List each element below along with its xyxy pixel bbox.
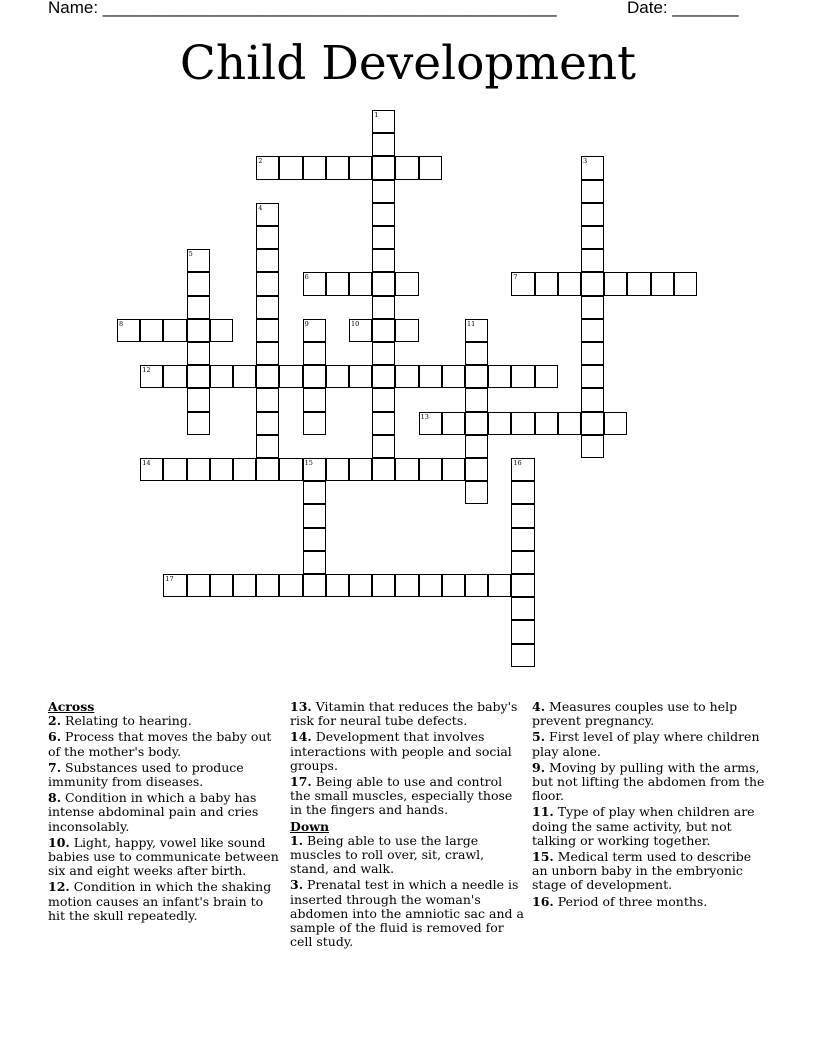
grid-cell[interactable] [326,574,349,597]
clue-down-4: 4. Measures couples use to help prevent pregnancy. [532,699,738,729]
grid-cell[interactable] [163,365,186,388]
grid-cell[interactable] [349,319,372,342]
grid-cell[interactable] [372,574,395,597]
grid-cell[interactable] [256,319,279,342]
grid-cell[interactable] [419,156,442,179]
grid-cell[interactable] [187,388,210,411]
grid-cell[interactable] [372,133,395,156]
grid-cell[interactable] [372,272,395,295]
grid-cell[interactable] [372,110,395,133]
grid-cell[interactable] [442,574,465,597]
grid-cell[interactable] [465,342,488,365]
grid-cell[interactable] [511,458,534,481]
grid-cell[interactable] [256,365,279,388]
grid-cell[interactable] [581,412,604,435]
grid-cell[interactable] [511,481,534,504]
grid-cell[interactable] [303,504,326,527]
grid-cell[interactable] [303,574,326,597]
grid-cell[interactable] [256,296,279,319]
cell-number: 9 [304,319,309,328]
grid-cell[interactable] [488,412,511,435]
grid-cell[interactable] [256,458,279,481]
grid-cell[interactable] [349,156,372,179]
clue-down-1: 1. Being able to use the large muscles to roll over, sit, crawl, stand, and walk. [290,832,485,877]
grid-cell[interactable] [303,458,326,481]
clue-across-12: 12. Condition in which the shaking motion causes an infant's brain to hit the skull repeatedly. [48,879,272,923]
grid-cell[interactable] [279,458,302,481]
grid-cell[interactable] [465,435,488,458]
grid-cell[interactable] [210,365,233,388]
clue-across-6: 6. Process that moves the baby out of the mother's body. [48,729,272,759]
grid-cell[interactable] [465,412,488,435]
cell-number: 11 [467,319,476,328]
grid-cell[interactable] [256,574,279,597]
cell-number: 7 [513,273,518,282]
grid-cell[interactable] [303,365,326,388]
grid-cell[interactable] [581,156,604,179]
clue-across-7: 7. Substances used to produce immunity from diseases. [48,759,244,790]
grid-cell[interactable] [465,319,488,342]
grid-cell[interactable] [326,272,349,295]
grid-cell[interactable] [395,574,418,597]
grid-cell[interactable] [187,319,210,342]
grid-cell[interactable] [256,435,279,458]
grid-cell[interactable] [604,272,627,295]
grid-cell[interactable] [511,644,534,667]
grid-cell[interactable] [256,272,279,295]
grid-cell[interactable] [303,319,326,342]
grid-cell[interactable] [511,551,534,574]
grid-cell[interactable] [511,597,534,620]
grid-cell[interactable] [233,365,256,388]
grid-cell[interactable] [210,574,233,597]
grid-cell[interactable] [303,156,326,179]
puzzle-title: Child Development [179,36,637,91]
clues-column-2 [290,700,526,951]
grid-cell[interactable] [581,226,604,249]
grid-cell[interactable] [581,342,604,365]
cell-number: 8 [119,319,124,328]
date-field-label: Date: _______ [627,0,739,17]
grid-cell[interactable] [163,458,186,481]
name-field-label: Name: ________________________________________________ [48,0,557,17]
grid-cell[interactable] [511,272,534,295]
down-heading: Down [290,818,330,834]
grid-cell[interactable] [442,458,465,481]
grid-cell[interactable] [210,319,233,342]
grid-cell[interactable] [233,458,256,481]
cell-number: 14 [142,459,151,467]
grid-cell[interactable] [558,272,581,295]
cell-number: 13 [420,412,429,421]
cell-number: 2 [258,157,263,166]
grid-cell[interactable] [210,458,233,481]
grid-cell[interactable] [187,365,210,388]
grid-cell[interactable] [187,412,210,435]
grid-cell[interactable] [326,458,349,481]
grid-cell[interactable] [372,226,395,249]
clue-across-2: 2. Relating to hearing. [48,713,192,729]
grid-cell[interactable] [256,203,279,226]
grid-cell[interactable] [279,156,302,179]
grid-cell[interactable] [326,156,349,179]
grid-cell[interactable] [395,458,418,481]
grid-cell[interactable] [465,458,488,481]
grid-cell[interactable] [488,365,511,388]
grid-cell[interactable] [279,574,302,597]
grid-cell[interactable] [187,272,210,295]
grid-cell[interactable] [372,388,395,411]
grid-cell[interactable] [349,574,372,597]
grid-cell[interactable] [349,272,372,295]
grid-cell[interactable] [303,551,326,574]
grid-cell[interactable] [581,296,604,319]
grid-cell[interactable] [465,388,488,411]
cell-number: 4 [258,203,263,212]
grid-cell[interactable] [581,203,604,226]
grid-cell[interactable] [140,319,163,342]
grid-cell[interactable] [581,249,604,272]
cell-number: 6 [304,273,309,282]
grid-cell[interactable] [581,388,604,411]
grid-cell[interactable] [187,458,210,481]
grid-cell[interactable] [535,412,558,435]
cell-number: 1 [374,111,379,119]
clue-across-14: 14. Development that involves interactions with people and social groups. [290,729,512,773]
grid-cell[interactable] [256,226,279,249]
grid-cell[interactable] [187,342,210,365]
grid-cell[interactable] [395,365,418,388]
grid-cell[interactable] [511,412,534,435]
grid-cell[interactable] [256,342,279,365]
grid-cell[interactable] [535,272,558,295]
grid-cell[interactable] [256,249,279,272]
grid-cell[interactable] [326,365,349,388]
grid-cell[interactable] [511,620,534,643]
across-heading: Across [48,699,95,714]
grid-cell[interactable] [163,574,186,597]
grid-cell[interactable] [279,365,302,388]
grid-cell[interactable] [419,412,442,435]
grid-cell[interactable] [511,574,534,597]
grid-cell[interactable] [372,458,395,481]
grid-cell[interactable] [535,365,558,388]
grid-cell[interactable] [604,412,627,435]
grid-cell[interactable] [303,342,326,365]
grid-cell[interactable] [256,388,279,411]
grid-cell[interactable] [465,365,488,388]
grid-cell[interactable] [372,203,395,226]
grid-cell[interactable] [558,412,581,435]
grid-cell[interactable] [581,180,604,203]
grid-cell[interactable] [187,574,210,597]
grid-cell[interactable] [465,574,488,597]
grid-cell[interactable] [442,412,465,435]
grid-cell[interactable] [372,180,395,203]
grid-cell[interactable] [372,412,395,435]
clue-down-5: 5. First level of play where children play alone. [532,729,760,759]
grid-cell[interactable] [256,412,279,435]
clue-across-8: 8. Condition in which a baby has intense abdominal pain and cries inconsolably. [48,790,259,834]
grid-cell[interactable] [372,342,395,365]
grid-cell[interactable] [303,412,326,435]
grid-cell[interactable] [372,319,395,342]
grid-cell[interactable] [372,435,395,458]
grid-cell[interactable] [419,458,442,481]
clue-down-16: 16. Period of three months. [532,893,708,909]
grid-cell[interactable] [511,504,534,527]
clue-down-15: 15. Medical term used to describe an unborn baby in the embryonic stage of development. [532,849,752,893]
grid-cell[interactable] [581,319,604,342]
grid-cell[interactable] [187,249,210,272]
clue-across-10: 10. Light, happy, vowel like sound babies use to communicate between six and eight weeks after birth. [48,834,279,879]
grid-cell[interactable] [372,156,395,179]
clues-column-1 [48,700,284,925]
clues-column-3 [532,700,768,911]
grid-cell[interactable] [187,296,210,319]
grid-cell[interactable] [395,272,418,295]
grid-cell[interactable] [488,574,511,597]
grid-cell[interactable] [303,388,326,411]
clue-down-9: 9. Moving by pulling with the arms, but not lifting the abdomen from the floor. [532,759,765,804]
cell-number: 5 [188,250,193,259]
grid-cell[interactable] [140,458,163,481]
cell-number: 16 [513,459,522,467]
grid-cell[interactable] [349,458,372,481]
grid-cell[interactable] [442,365,465,388]
clue-across-13: 13. Vitamin that reduces the baby's risk for neural tube defects. [290,699,518,729]
grid-cell[interactable] [419,574,442,597]
grid-cell[interactable] [627,272,650,295]
cell-number: 17 [165,575,174,583]
cell-number: 12 [142,366,151,375]
grid-cell[interactable] [581,365,604,388]
grid-cell[interactable] [372,365,395,388]
grid-cell[interactable] [233,574,256,597]
grid-cell[interactable] [349,365,372,388]
grid-cell[interactable] [303,481,326,504]
grid-cell[interactable] [674,272,697,295]
grid-cell[interactable] [256,156,279,179]
clue-down-3: 3. Prenatal test in which a needle is inserted through the woman's abdomen into the amniotic sac and a sample of the fluid is removed for cell study. [290,877,524,950]
grid-cell[interactable] [163,319,186,342]
cell-number: 10 [351,319,360,328]
clue-down-11: 11. Type of play when children are doing the same activity, but not talking or working together. [532,804,755,848]
grid-cell[interactable] [372,296,395,319]
grid-cell[interactable] [581,435,604,458]
grid-cell[interactable] [465,481,488,504]
grid-cell[interactable] [511,365,534,388]
grid-cell[interactable] [581,272,604,295]
grid-cell[interactable] [117,319,140,342]
grid-cell[interactable] [419,365,442,388]
grid-cell[interactable] [372,249,395,272]
grid-cell[interactable] [651,272,674,295]
grid-cell[interactable] [303,528,326,551]
grid-cell[interactable] [140,365,163,388]
grid-cell[interactable] [395,156,418,179]
clue-across-17: 17. Being able to use and control the small muscles, especially those in the fingers and hands. [290,774,513,818]
cell-number: 3 [583,157,588,166]
grid-cell[interactable] [395,319,418,342]
grid-cell[interactable] [303,272,326,295]
cell-number: 15 [304,459,313,467]
grid-cell[interactable] [511,528,534,551]
